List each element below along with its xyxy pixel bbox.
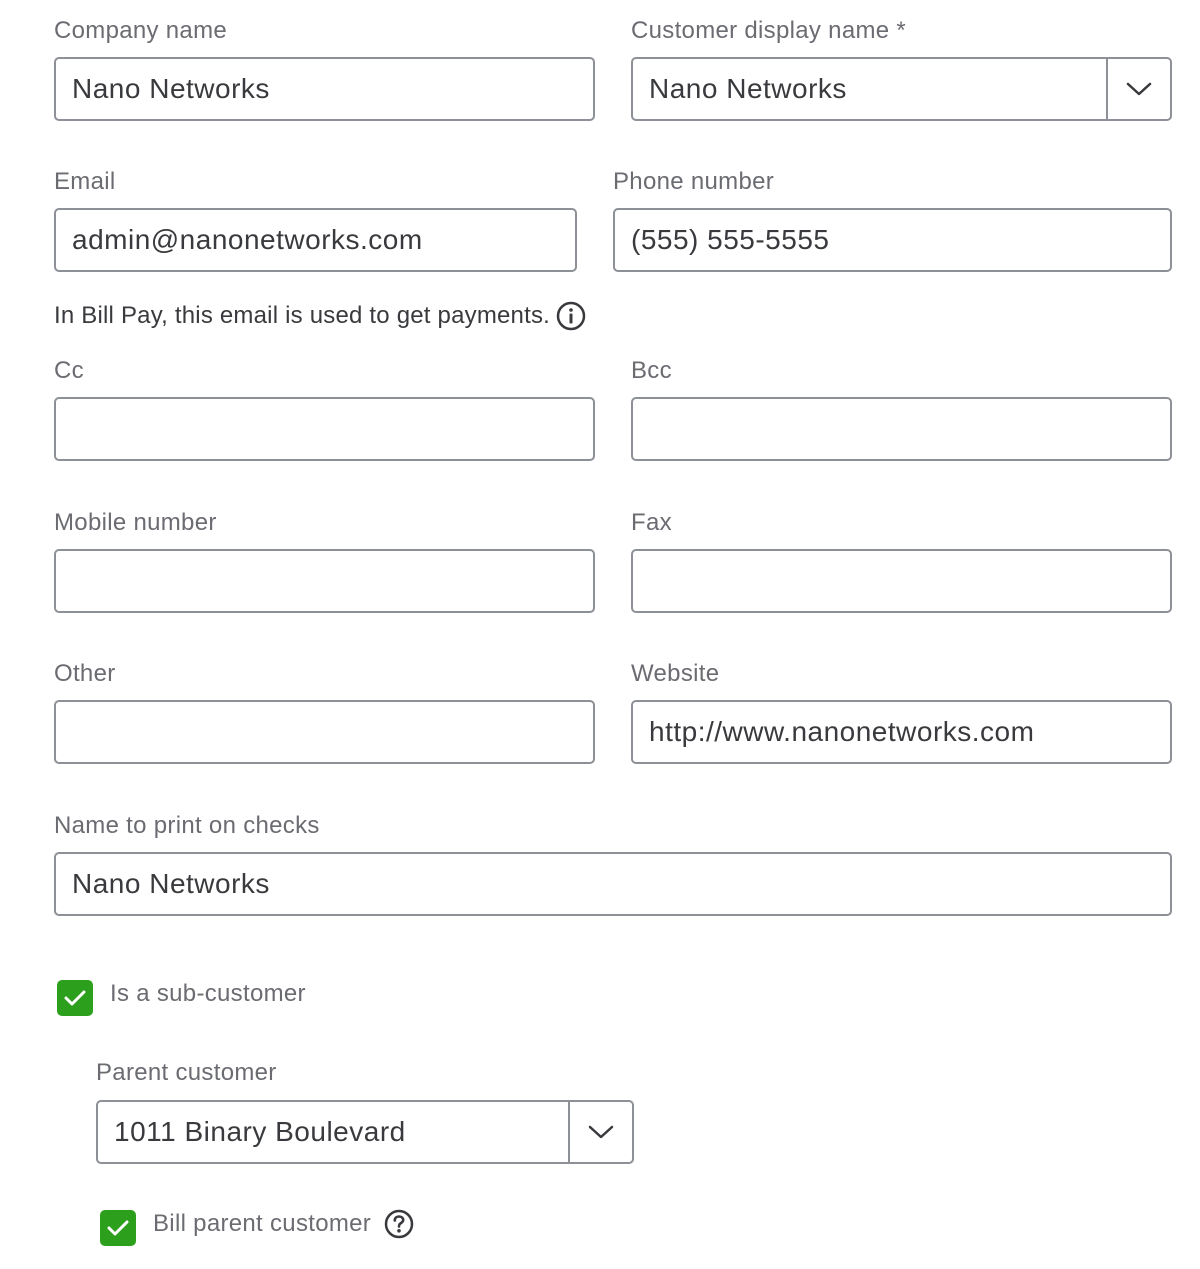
display-name-label: Customer display name *: [631, 17, 907, 44]
company-name-input[interactable]: [54, 57, 595, 121]
website-label: Website: [631, 660, 720, 687]
website-input[interactable]: [631, 700, 1172, 764]
phone-label: Phone number: [613, 168, 775, 195]
cc-input[interactable]: [54, 397, 595, 461]
other-label: Other: [54, 660, 116, 687]
phone-input[interactable]: [613, 208, 1172, 272]
parent-customer-input[interactable]: [98, 1102, 568, 1162]
chevron-down-icon: [588, 1124, 614, 1140]
fax-label: Fax: [631, 509, 672, 536]
display-name-combobox[interactable]: [631, 57, 1172, 121]
email-hint-text: In Bill Pay, this email is used to get payments.: [54, 302, 551, 329]
chevron-down-icon: [1126, 81, 1152, 97]
parent-customer-combobox[interactable]: [96, 1100, 634, 1164]
bill-parent-label[interactable]: Bill parent customer: [153, 1210, 372, 1237]
email-input[interactable]: [54, 208, 577, 272]
info-icon[interactable]: [556, 301, 586, 331]
bill-parent-checkbox[interactable]: [100, 1210, 136, 1246]
print-name-label: Name to print on checks: [54, 812, 320, 839]
bcc-input[interactable]: [631, 397, 1172, 461]
mobile-input[interactable]: [54, 549, 595, 613]
email-label: Email: [54, 168, 116, 195]
fax-input[interactable]: [631, 549, 1172, 613]
print-name-input[interactable]: [54, 852, 1172, 916]
bcc-label: Bcc: [631, 357, 672, 384]
parent-customer-label: Parent customer: [96, 1059, 277, 1086]
cc-label: Cc: [54, 357, 84, 384]
sub-customer-checkbox[interactable]: [57, 980, 93, 1016]
company-name-label: Company name: [54, 17, 228, 44]
display-name-input[interactable]: [633, 59, 1106, 119]
checkmark-icon: [63, 988, 87, 1008]
parent-customer-dropdown-button[interactable]: [568, 1102, 632, 1162]
checkmark-icon: [106, 1218, 130, 1238]
mobile-label: Mobile number: [54, 509, 217, 536]
sub-customer-label[interactable]: Is a sub-customer: [110, 980, 306, 1007]
display-name-dropdown-button[interactable]: [1106, 59, 1170, 119]
question-icon[interactable]: [384, 1209, 414, 1239]
other-input[interactable]: [54, 700, 595, 764]
